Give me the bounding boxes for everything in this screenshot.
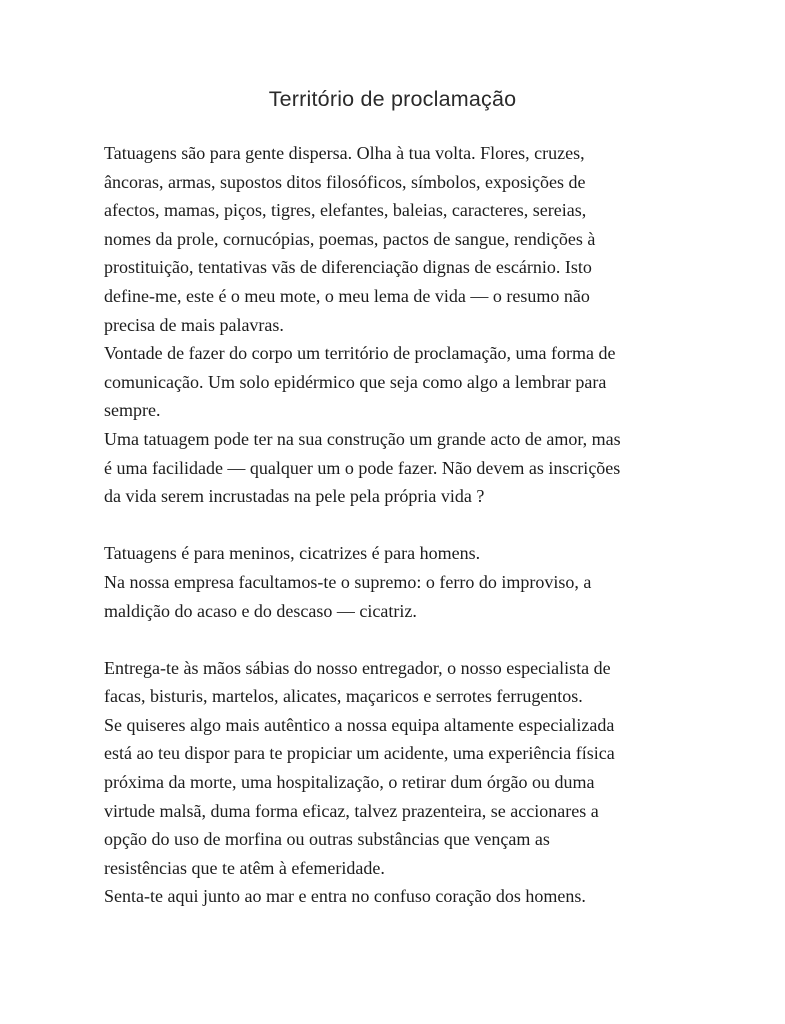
text-line: âncoras, armas, supostos ditos filosóficos, símbolos, exposições de xyxy=(104,171,586,192)
text-line: precisa de mais palavras. xyxy=(104,314,284,335)
text-line: é uma facilidade — qualquer um o pode fazer. Não devem as inscrições xyxy=(104,457,621,478)
text-line: Tatuagens é para meninos, cicatrizes é para homens. xyxy=(104,543,481,564)
text-line: maldição do acaso e do descaso — cicatriz. xyxy=(104,600,417,621)
text-line: nomes da prole, cornucópias, poemas, pactos de sangue, rendições à xyxy=(104,228,596,249)
text-line: Na nossa empresa facultamos-te o supremo: o ferro do improviso, a xyxy=(104,571,592,592)
text-line: da vida serem incrustadas na pele pela própria vida ? xyxy=(104,486,485,507)
text-line: Uma tatuagem pode ter na sua construção um grande acto de amor, mas xyxy=(104,428,621,449)
paragraph xyxy=(104,339,621,425)
text-line: Senta-te aqui junto ao mar e entra no confuso coração dos homens. xyxy=(104,886,586,907)
text-line: opção do uso de morfina ou outras substâncias que vençam as xyxy=(104,829,550,850)
text-line: está ao teu dispor para te propiciar um acidente, uma experiência física xyxy=(104,743,615,764)
paragraph xyxy=(104,139,621,339)
text-line: próxima da morte, uma hospitalização, o retirar dum órgão ou duma xyxy=(104,772,595,793)
text-line: comunicação. Um solo epidérmico que seja como algo a lembrar para xyxy=(104,371,607,392)
paragraph xyxy=(104,654,621,911)
text-line: Tatuagens são para gente dispersa. Olha à tua volta. Flores, cruzes, xyxy=(104,143,585,163)
text-line: Se quiseres algo mais autêntico a nossa equipa altamente especializada xyxy=(104,714,615,735)
text-line: define-me, este é o meu mote, o meu lema de vida — o resumo não xyxy=(104,285,590,306)
text-line: Entrega-te às mãos sábias do nosso entregador, o nosso especialista de xyxy=(104,657,611,678)
text-line: virtude malsã, duma forma eficaz, talvez prazenteira, se accionares a xyxy=(104,800,599,821)
paragraph xyxy=(104,539,621,625)
text-line: afectos, mamas, piços, tigres, elefantes, baleias, caracteres, sereias, xyxy=(104,200,587,221)
blank-line xyxy=(104,511,621,540)
text-line: resistências que te atêm à efemeridade. xyxy=(104,857,385,878)
document-title: Território de proclamação xyxy=(268,87,517,111)
document-body xyxy=(104,139,621,911)
text-line: facas, bisturis, martelos, alicates, maçaricos e serrotes ferrugentos. xyxy=(104,686,583,707)
blank-line xyxy=(104,625,621,654)
text-line: Vontade de fazer do corpo um território de proclamação, uma forma de xyxy=(104,343,616,364)
text-line: sempre. xyxy=(104,400,161,421)
text-line: prostituição, tentativas vãs de diferenciação dignas de escárnio. Isto xyxy=(104,257,592,278)
paragraph xyxy=(104,425,621,511)
